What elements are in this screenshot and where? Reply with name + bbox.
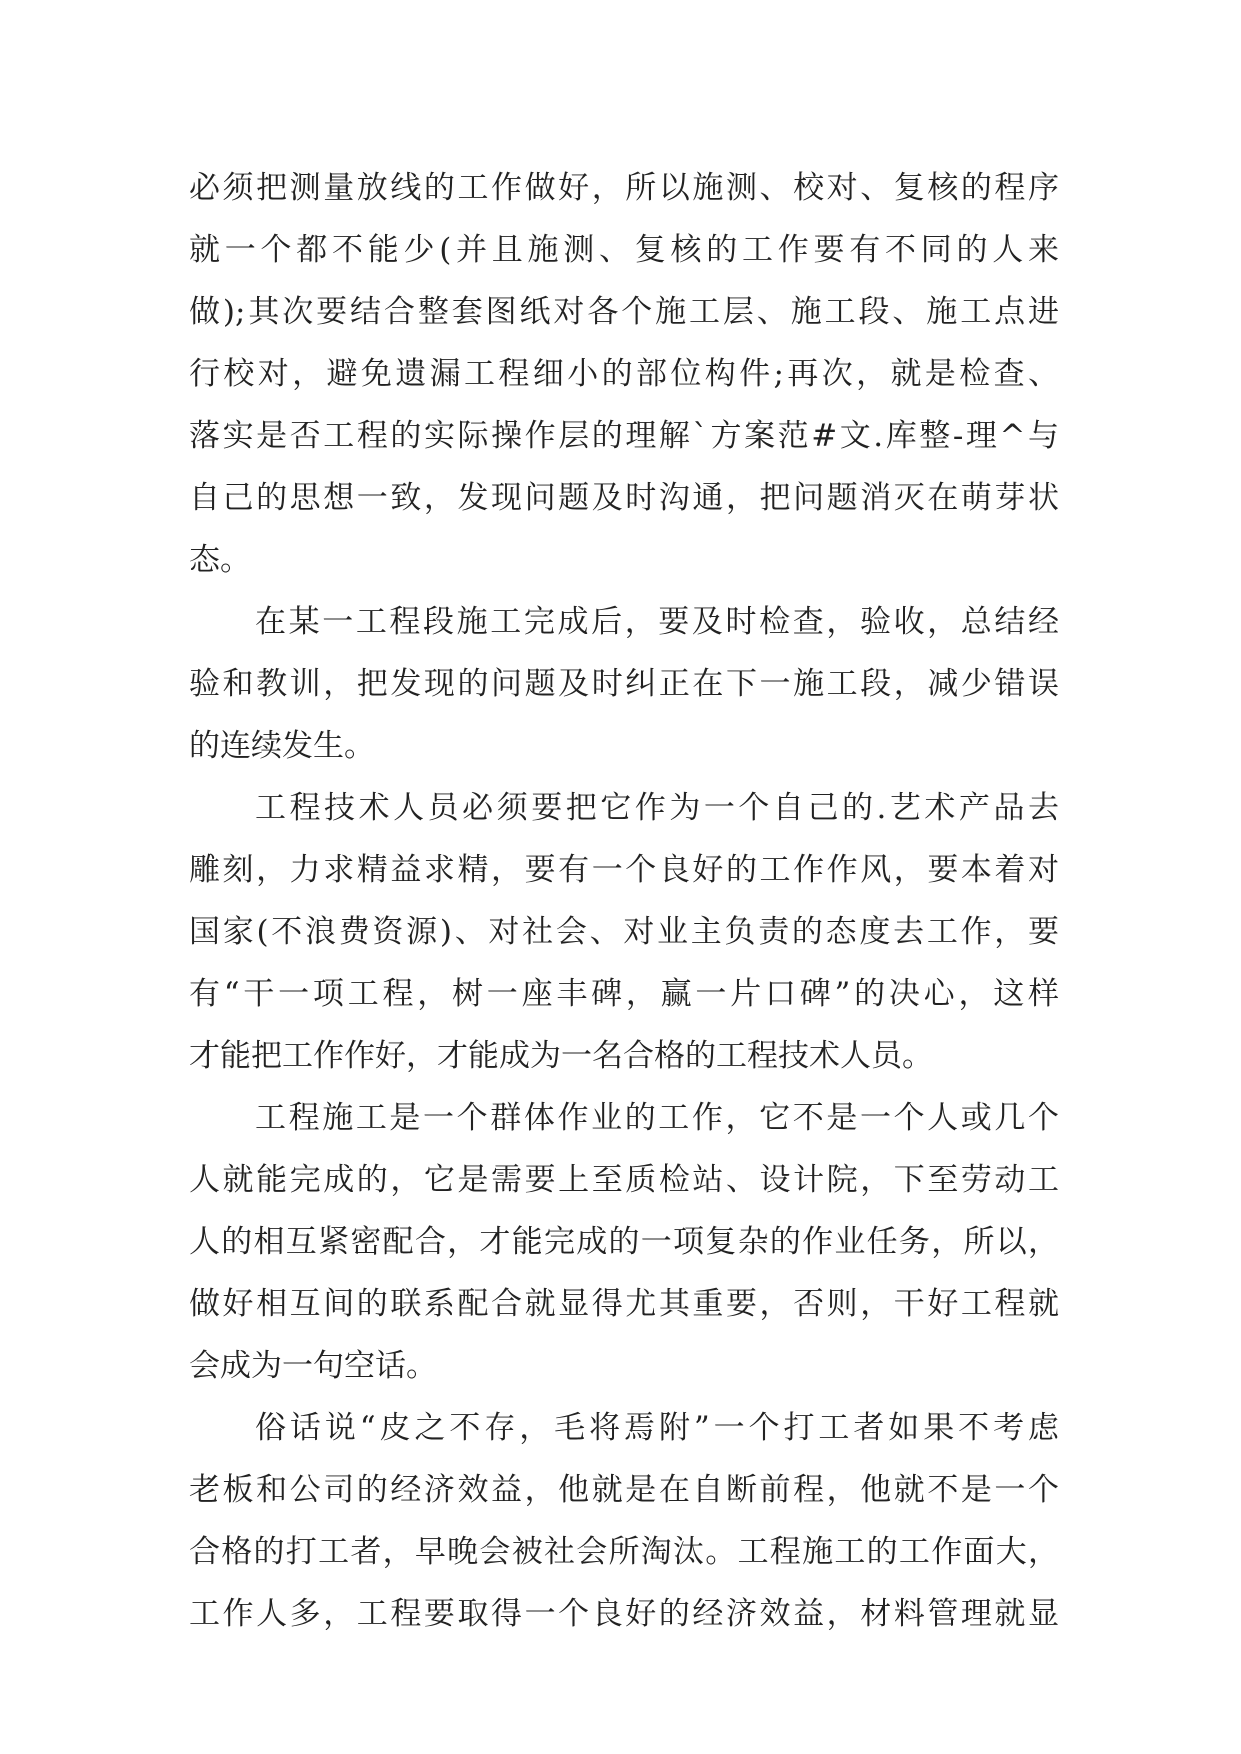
paragraph [189,591,1059,777]
text-line: 人的相互紧密配合，才能完成的一项复杂的作业任务，所以， [189,1224,1059,1260]
text-line: 的连续发生。 [189,728,375,764]
text-line: 态。 [189,542,251,578]
paragraph [189,1397,1059,1645]
text-line: 合格的打工者，早晚会被社会所淘汰。工程施工的工作面大， [189,1534,1059,1570]
text-line: 行校对，避免遗漏工程细小的部位构件;再次，就是检查、 [189,356,1059,392]
text-line: 工程施工是一个群体作业的工作，它不是一个人或几个 [255,1100,1059,1136]
text-line: 落实是否工程的实际操作层的理解`方案范#文.库整-理^与 [189,418,1059,454]
text-line: 必须把测量放线的工作做好，所以施测、校对、复核的程序 [189,170,1059,206]
text-line: 就一个都不能少(并且施测、复核的工作要有不同的人来 [189,232,1059,268]
text-line: 自己的思想一致，发现问题及时沟通，把问题消灭在萌芽状 [189,480,1059,516]
text-line: 工程技术人员必须要把它作为一个自己的.艺术产品去 [255,790,1059,826]
text-line: 工作人多，工程要取得一个良好的经济效益，材料管理就显 [189,1596,1059,1632]
document-body [189,157,1059,1645]
text-line: 验和教训，把发现的问题及时纠正在下一施工段，减少错误 [189,666,1059,702]
text-line: 在某一工程段施工完成后，要及时检查，验收，总结经 [255,604,1059,640]
text-line: 国家(不浪费资源)、对社会、对业主负责的态度去工作，要 [189,914,1059,950]
text-line: 会成为一句空话。 [189,1348,437,1384]
text-line: 才能把工作作好，才能成为一名合格的工程技术人员。 [189,1038,933,1074]
text-line: 雕刻，力求精益求精，要有一个良好的工作作风，要本着对 [189,852,1059,888]
text-line: 老板和公司的经济效益，他就是在自断前程，他就不是一个 [189,1472,1059,1508]
paragraph [189,777,1059,1087]
text-line: 人就能完成的，它是需要上至质检站、设计院，下至劳动工 [189,1162,1059,1198]
text-line: 有“干一项工程，树一座丰碑，赢一片口碑”的决心，这样 [189,976,1059,1012]
text-line: 做);其次要结合整套图纸对各个施工层、施工段、施工点进 [189,294,1059,330]
paragraph [189,157,1059,591]
text-line: 做好相互间的联系配合就显得尤其重要，否则，干好工程就 [189,1286,1059,1322]
text-line: 俗话说“皮之不存，毛将焉附”一个打工者如果不考虑 [255,1410,1059,1446]
paragraph [189,1087,1059,1397]
